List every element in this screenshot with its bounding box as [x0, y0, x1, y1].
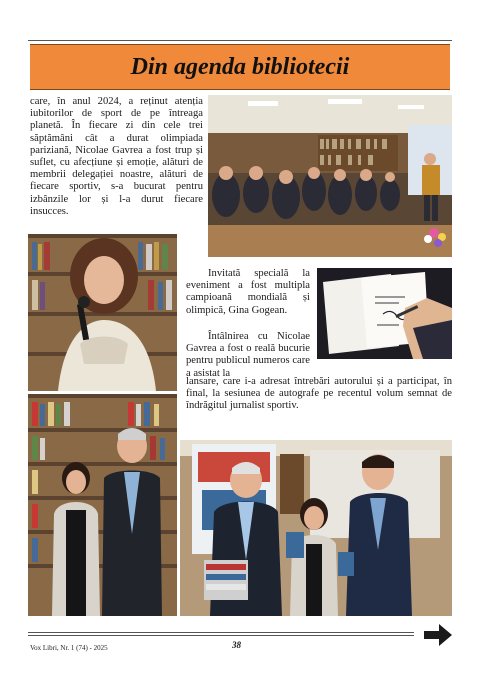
- body-paragraph-2: Invitată specială la eveniment a fost multipla campioană mondială și olimpică, Gina Gogean.: [186, 268, 310, 316]
- section-banner: [30, 44, 450, 90]
- page-number: 38: [232, 640, 241, 650]
- footer-rule-2: [28, 635, 414, 636]
- photo-autograph: [317, 268, 452, 359]
- body-paragraph-3a: Întâlnirea cu Nicolae Gavrea a fost o reală bucurie pentru publicul numeros care a asistat la: [186, 331, 310, 379]
- photo-guest-speaker: [28, 234, 177, 391]
- body-paragraph-3b: lansare, care i-a adresat întrebări autorului și a participat, în final, la sesiunea de autografe pe recentul volum semnat de îndrăgitul jurnalist sportiv.: [186, 376, 452, 412]
- top-rule: [28, 40, 452, 41]
- journal-reference: Vox Libri, Nr. 1 (74) - 2025: [30, 644, 108, 652]
- photo-audience: [208, 95, 452, 257]
- footer-rule: [28, 632, 414, 633]
- photo-group-with-books: [180, 440, 452, 616]
- body-paragraph-1: care, în anul 2024, a reținut atenția iubitorilor de sport de pe întreaga planetă. În fiecare zi din cele trei săptămâni cât a durat olimpiada pariziană, Nicolae Gavrea a fost trup și suflet, cu afecțiune și emoție, alături de membrii delegației noastre, alături de fiecare sportiv, s-a bucurat pentru izbânzile lor și l-a durut fiecare insucces.: [30, 96, 203, 217]
- section-title: Din agenda bibliotecii: [130, 53, 350, 80]
- photo-couple: [28, 394, 177, 616]
- arrow-right-icon[interactable]: [424, 624, 452, 646]
